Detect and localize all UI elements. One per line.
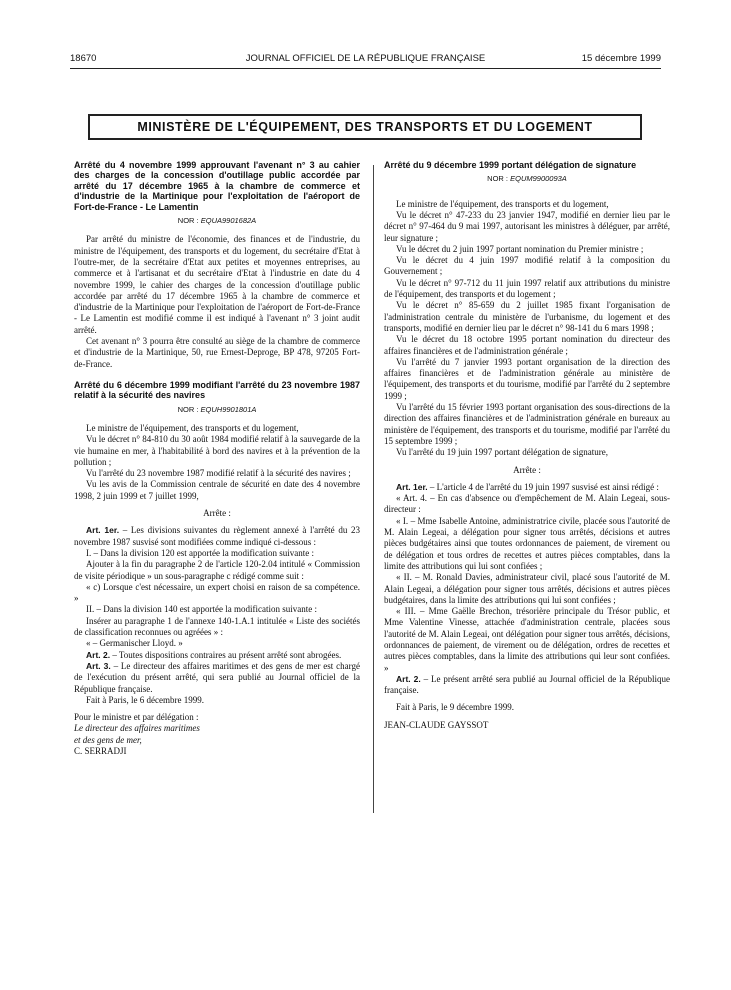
left-column	[74, 160, 360, 757]
paragraph: Par arrêté du ministre de l'économie, des finances et de l'industrie, du ministre de l'équipement, des transports et du logement, du secrétaire d'Etat à l'outre-mer, de la secrétaire d'Etat aux petites et moyennes entreprises, au commerce et à l'artisanat et du secrétaire d'Etat à l'industrie en date du 4 novembre 1999, le cahier des charges de la concession d'outillage public accordée par arrêté du 17 décembre 1965 à la chambre de commerce et d'industrie de la Martinique pour l'exploitation de l'aéroport de Fort-de-France - Le Lamentin est modifié comme il est indiqué à l'avenant n° 3 joint audit arrêté.	[74, 234, 360, 335]
arrete-heading: Arrête :	[513, 464, 541, 475]
paragraph: Vu le décret n° 85-659 du 2 juillet 1985 fixant l'organisation de l'administration centrale du ministère de l'urbanisme, du logement et des transports, modifié en dernier lieu par le décret n° 98-141 du 6 mars 1998 ;	[384, 300, 670, 333]
paragraph: I. – Dans la division 120 est apportée la modification suivante :	[86, 547, 314, 558]
paragraph: Vu l'arrêté du 19 juin 1997 portant délégation de signature,	[396, 447, 609, 458]
signatory: JEAN-CLAUDE GAYSSOT	[384, 719, 489, 730]
paragraph: « III. – Mme Gaëlle Brechon, trésorière principale du Trésor public, et Mme Valentine Vinesse, attachée d'administration centrale, placées sous l'autorité de M. Alain Legeai, ont délégation pour signer tous arrêtés, décisions, ordonnances de paiement, de virement ou de délégation, ordres de recettes et autres pièces comptables, dans la limite des attributions qui leur sont confiées. »	[384, 606, 670, 673]
done-at: Fait à Paris, le 6 décembre 1999.	[86, 694, 204, 705]
paragraph: Vu l'arrêté du 7 janvier 1993 portant organisation de la direction des affaires financières et de l'administration générale au ministère de l'équipement, des transports et du tourisme, modifié par l'arrêté du 2 septembre 1999 ;	[384, 356, 670, 401]
paragraph: « Art. 4. – En cas d'absence ou d'empêchement de M. Alain Legeai, sous-directeur :	[384, 493, 670, 515]
paragraph: Vu le décret du 18 octobre 1995 portant nomination du directeur des affaires financières et de l'administration générale ;	[384, 334, 670, 356]
paragraph: Vu l'arrêté du 15 février 1993 portant organisation des sous-directions de la direction des affaires financières et de l'administration générale en bureaux au ministère de l'équipement, des transports et du tourisme, modifié par l'arrêté du 15 septembre 1999 ;	[384, 402, 670, 446]
paragraph: « c) Lorsque c'est nécessaire, un expert choisi en raison de sa compétence. »	[74, 581, 360, 604]
paragraph: Le ministre de l'équipement, des transports et du logement,	[396, 198, 609, 209]
paragraph: Cet avenant n° 3 pourra être consulté au siège de la chambre de commerce et d'industrie de la Martinique, 50, rue Ernest-Deproge, BP 478, 97205 Fort-de-France.	[74, 336, 360, 369]
issue-date: 15 décembre 1999	[581, 53, 661, 64]
paragraph: Vu l'arrêté du 23 novembre 1987 modifié relatif à la sécurité des navires ;	[86, 468, 351, 479]
paragraph: « I. – Mme Isabelle Antoine, administratrice civile, placée sous l'autorité de M. Alain Legeai, a délégation pour signer tous arrêtés, décisions et autres pièces budgétaires ainsi que toutes ordonnances de paiement, de virement ou de délégation et tous ordres de recettes et autres pièces comptables, dans la limite des attributions qui lui sont confiées ;	[384, 515, 670, 571]
paragraph: Vu les avis de la Commission centrale de sécurité en date des 4 novembre 1998, 2 juin 1999 et 7 juillet 1999,	[74, 479, 360, 501]
paragraph: « II. – M. Ronald Davies, administrateur civil, placé sous l'autorité de M. Alain Legeai, a délégation pour signer tous arrêtés, décisions et autres pièces budgétaires, dans la limite des attributions qui lui sont confiées ;	[384, 572, 670, 605]
decree-title: Arrêté du 9 décembre 1999 portant délégation de signature	[384, 160, 637, 170]
paragraph: Vu le décret n° 84-810 du 30 août 1984 modifié relatif à la sauvegarde de la vie humaine en mer, à l'habitabilité à bord des navires et à la prévention de la pollution ;	[74, 434, 360, 467]
right-column	[384, 160, 670, 731]
paragraph: Ajouter à la fin du paragraphe 2 de l'article 120-2.04 intitulé « Commission de visite périodique » un sous-paragraphe c rédigé comme suit :	[74, 559, 360, 581]
paragraph: Insérer au paragraphe 1 de l'annexe 140-1.A.1 intitulée « Liste des sociétés de classification reconnues ou agréées » :	[74, 615, 360, 638]
paragraph: Vu le décret du 4 juin 1997 modifié relatif à la composition du Gouvernement ;	[384, 255, 670, 277]
column-divider	[373, 165, 374, 813]
ministry-box	[88, 114, 642, 140]
page-number: 18670	[70, 53, 97, 64]
article: Art. 1er. – Les divisions suivantes du règlement annexé à l'arrêté du 23 novembre 1987 susvisé sont modifiées comme indiqué ci-dessous :	[74, 525, 360, 547]
header-rule	[70, 68, 661, 69]
paragraph: Vu le décret n° 97-712 du 11 juin 1997 relatif aux attributions du ministre de l'équipement, des transports et du logement ;	[384, 277, 670, 300]
article: Art. 2. – Toutes dispositions contraires au présent arrêté sont abrogées.	[86, 649, 342, 660]
decree-title: Arrêté du 6 décembre 1999 modifiant l'arrêté du 23 novembre 1987 relatif à la sécurité des navires	[74, 379, 360, 401]
signature-line: Le directeur des affaires maritimes	[74, 723, 200, 734]
nor-reference: NOR : EQUM9900093A	[487, 174, 567, 184]
article: Art. 2. – Le présent arrêté sera publié au Journal officiel de la République française.	[384, 673, 670, 696]
running-header	[70, 51, 661, 67]
paragraph: Le ministre de l'équipement, des transports et du logement,	[86, 423, 299, 433]
article: Art. 1er. – L'article 4 de l'arrêté du 19 juin 1997 susvisé est ainsi rédigé :	[396, 481, 659, 492]
signature-line: et des gens de mer,	[74, 734, 142, 745]
paragraph: « – Germanischer Lloyd. »	[86, 638, 183, 649]
signatory: C. SERRADJI	[74, 746, 127, 757]
decree-title: Arrêté du 4 novembre 1999 approuvant l'avenant n° 3 au cahier des charges de la concession d'outillage public accordée par arrêté du 17 décembre 1965 à la chambre de commerce et d'industrie de la Martinique pour l'exploitation de l'aéroport de Fort-de-France - Le Lamentin	[74, 160, 360, 212]
journal-title: JOURNAL OFFICIEL DE LA RÉPUBLIQUE FRANÇAISE	[245, 53, 486, 64]
nor-reference: NOR : EQUA9901682A	[177, 216, 257, 226]
article: Art. 3. – Le directeur des affaires maritimes et des gens de mer est chargé de l'exécution du présent arrêté, qui sera publié au Journal officiel de la République française.	[74, 660, 360, 694]
nor-reference: NOR : EQUH9901801A	[177, 404, 257, 414]
paragraph: II. – Dans la division 140 est apportée la modification suivante :	[86, 604, 317, 615]
done-at: Fait à Paris, le 9 décembre 1999.	[396, 702, 514, 713]
ministry-title: MINISTÈRE DE L'ÉQUIPEMENT, DES TRANSPORTS ET DU LOGEMENT	[137, 120, 593, 134]
paragraph: Vu le décret n° 47-233 du 23 janvier 1947, modifié en dernier lieu par le décret n° 97-464 du 9 mai 1997, autorisant les ministres à déléguer, par arrêté, leur signature ;	[384, 210, 670, 243]
arrete-heading: Arrête :	[203, 508, 231, 519]
paragraph: Vu le décret du 2 juin 1997 portant nomination du Premier ministre ;	[396, 243, 644, 254]
signature-line: Pour le ministre et par délégation :	[74, 712, 199, 723]
